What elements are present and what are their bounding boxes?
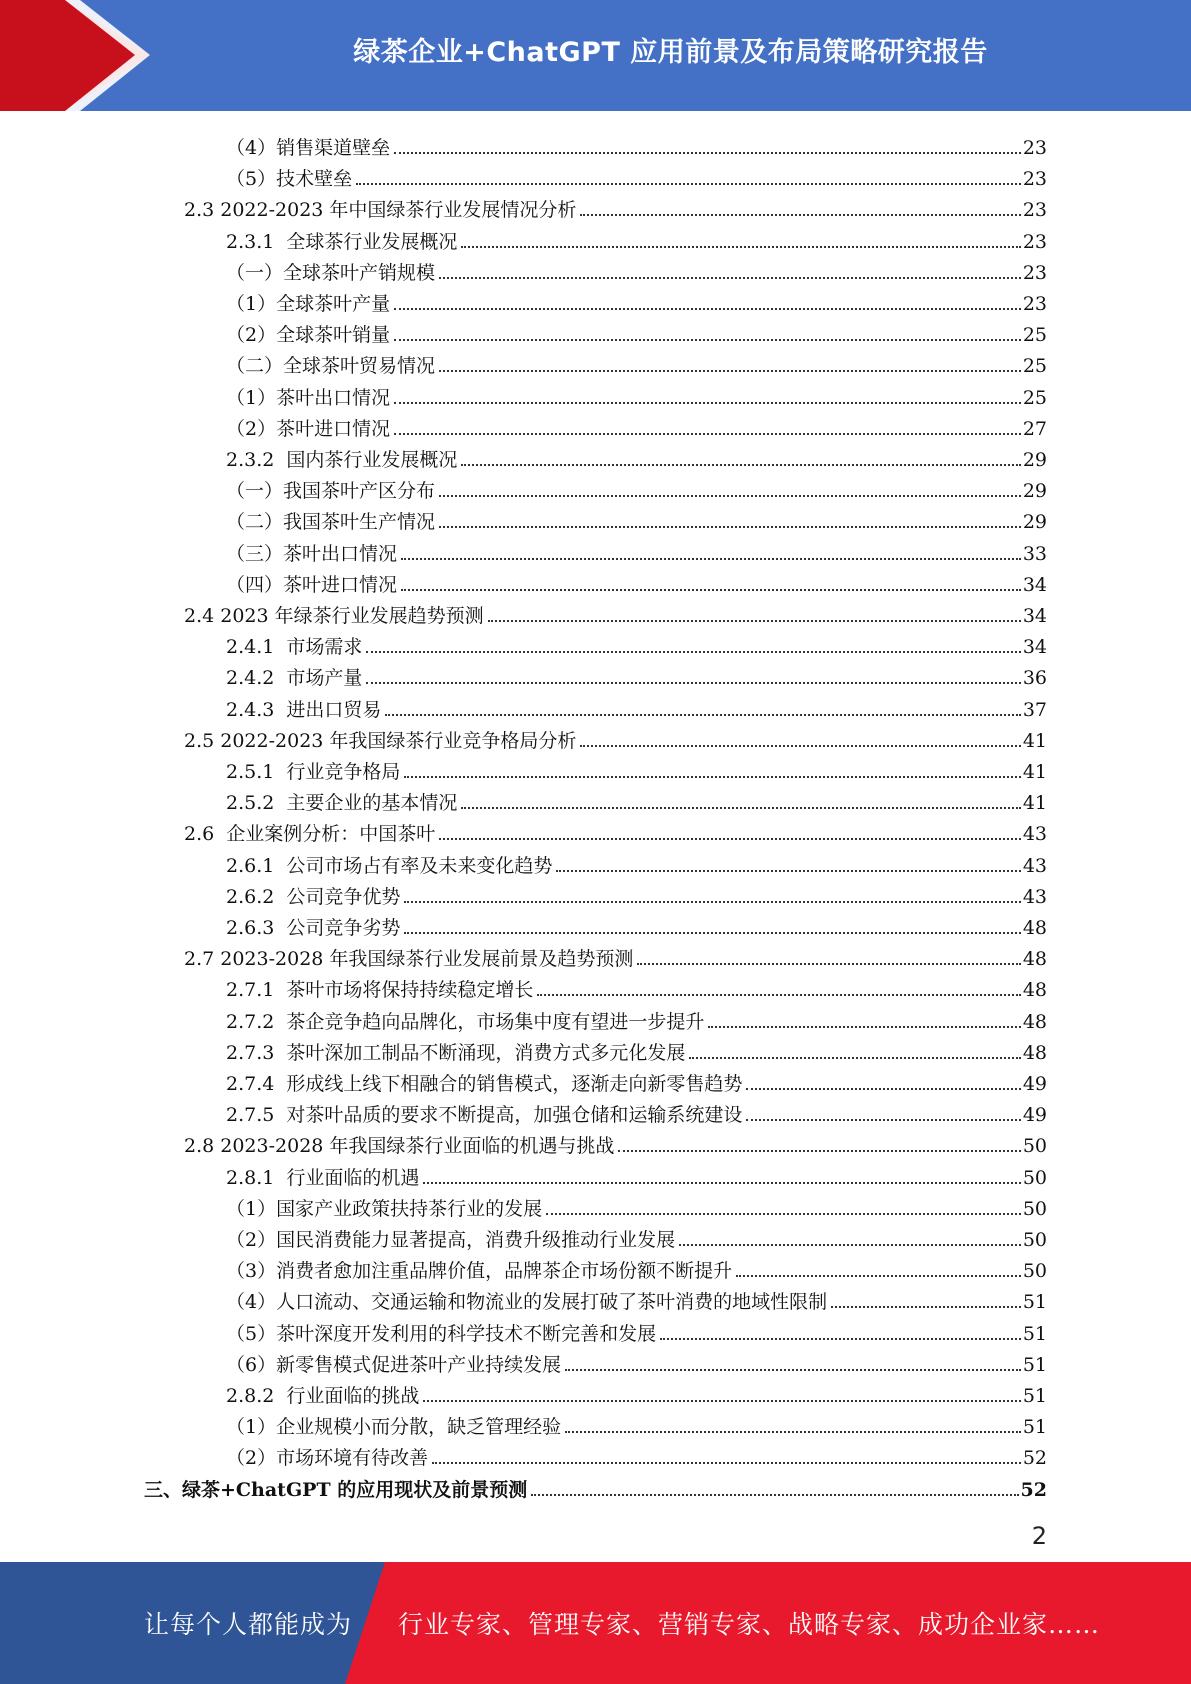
toc-entry[interactable] [226, 1220, 1047, 1251]
toc-entry-title: 2.7.1 茶叶市场将保持持续稳定增长 [226, 979, 534, 1002]
toc-dot-leader [831, 1306, 1021, 1308]
toc-entry-page: 48 [1022, 979, 1047, 1002]
toc-entry-title: （2）全球茶叶销量 [226, 324, 391, 347]
toc-entry-page: 25 [1022, 386, 1047, 409]
toc-dot-leader [618, 1150, 1020, 1152]
toc-entry-page: 51 [1022, 1385, 1047, 1407]
toc-dot-leader [432, 1462, 1021, 1464]
toc-entry-page: 43 [1022, 854, 1047, 877]
toc-dot-leader [394, 433, 1021, 435]
toc-entry-title: 2.3.1 全球茶行业发展概况 [226, 230, 458, 253]
toc-entry[interactable] [226, 627, 1047, 658]
toc-dot-leader [565, 1369, 1021, 1371]
toc-entry-page: 34 [1022, 605, 1047, 627]
toc-entry-title: 2.4 2023 年绿茶行业发展趋势预测 [184, 605, 484, 627]
toc-dot-leader [736, 1275, 1021, 1277]
toc-entry[interactable] [226, 690, 1047, 721]
report-title: 绿茶企业+ChatGPT 应用前景及布局策略研究报告 [353, 36, 988, 68]
toc-dot-leader [689, 1057, 1020, 1059]
toc-entry-title: 三、绿茶+ChatGPT 的应用现状及前景预测 [144, 1478, 528, 1501]
toc-entry-page: 41 [1022, 729, 1047, 752]
toc-dot-leader [366, 651, 1020, 653]
toc-entry[interactable] [226, 378, 1047, 409]
toc-dot-leader [439, 370, 1021, 372]
toc-dot-leader [439, 277, 1021, 279]
toc-dot-leader [394, 308, 1021, 310]
toc-entry[interactable] [226, 1314, 1047, 1345]
toc-entry-title: 2.5.2 主要企业的基本情况 [226, 792, 458, 815]
toc-dot-leader [580, 214, 1020, 216]
toc-entry-page: 23 [1022, 230, 1047, 253]
toc-entry-title: 2.6 企业案例分析：中国茶叶 [184, 823, 436, 846]
toc-dot-leader [708, 1026, 1020, 1028]
footer-slogan-left: 让每个人都能成为 [144, 1610, 353, 1639]
toc-entry-title: 2.6.2 公司竞争优势 [226, 885, 401, 908]
toc-entry-page: 49 [1022, 1104, 1047, 1127]
toc-entry[interactable] [226, 752, 1047, 783]
toc-entry-title: （2）国民消费能力显著提高，消费升级推动行业发展 [226, 1229, 676, 1251]
toc-dot-leader [404, 932, 1020, 934]
toc-entry-page: 52 [1022, 1447, 1047, 1470]
toc-dot-leader [394, 152, 1021, 154]
toc-entry-page: 23 [1022, 168, 1047, 191]
toc-entry-page: 27 [1022, 417, 1047, 440]
toc-entry-page: 43 [1022, 823, 1047, 846]
toc-dot-leader [423, 1182, 1020, 1184]
toc-entry-title: 2.4.1 市场需求 [226, 636, 363, 659]
toc-entry-title: （5）技术壁垒 [226, 168, 353, 191]
toc-dot-leader [401, 589, 1021, 591]
toc-entry[interactable] [226, 783, 1047, 814]
toc-entry[interactable] [226, 1189, 1047, 1220]
toc-entry-page: 33 [1022, 542, 1047, 565]
toc-dot-leader [401, 558, 1021, 560]
toc-entry-title: 2.5.1 行业竞争格局 [226, 761, 401, 783]
toc-entry-title: （二）全球茶叶贸易情况 [226, 355, 436, 378]
toc-entry-title: （4）销售渠道壁垒 [226, 137, 391, 159]
toc-dot-leader [385, 714, 1020, 716]
toc-entry-title: （1）国家产业政策扶持茶行业的发展 [226, 1197, 543, 1220]
toc-dot-leader [439, 495, 1021, 497]
toc-entry[interactable] [226, 1407, 1047, 1438]
toc-entry[interactable] [226, 128, 1047, 159]
toc-entry-title: （四）茶叶进口情况 [226, 573, 398, 596]
toc-entry-page: 51 [1022, 1353, 1047, 1376]
toc-entry-page: 50 [1022, 1135, 1047, 1158]
toc-entry-title: 2.4.2 市场产量 [226, 667, 363, 690]
toc-dot-leader [679, 1244, 1021, 1246]
toc-entry[interactable] [226, 284, 1047, 315]
toc-entry[interactable] [226, 565, 1047, 596]
toc-entry-title: 2.3.2 国内茶行业发展概况 [226, 449, 458, 471]
toc-dot-leader [556, 870, 1020, 872]
toc-entry-page: 41 [1022, 761, 1047, 783]
toc-entry-title: （6）新零售模式促进茶叶产业持续发展 [226, 1353, 562, 1376]
toc-dot-leader [461, 464, 1020, 466]
toc-dot-leader [746, 1088, 1020, 1090]
toc-entry-page: 34 [1022, 573, 1047, 596]
toc-entry-title: 2.7.3 茶叶深加工制品不断涌现，消费方式多元化发展 [226, 1041, 686, 1064]
toc-dot-leader [366, 682, 1020, 684]
toc-entry-title: （4）人口流动、交通运输和物流业的发展打破了茶叶消费的地域性限制 [226, 1291, 828, 1314]
footer-banner [0, 1562, 1191, 1684]
toc-dot-leader [394, 402, 1021, 404]
toc-entry-page: 51 [1022, 1322, 1047, 1345]
toc-entry-page: 49 [1022, 1073, 1047, 1095]
toc-entry-title: （1）茶叶出口情况 [226, 386, 391, 409]
toc-entry[interactable] [144, 1470, 1047, 1501]
toc-entry[interactable] [226, 440, 1047, 471]
toc-entry-page: 29 [1022, 511, 1047, 534]
toc-entry[interactable] [226, 1158, 1047, 1189]
toc-entry[interactable] [226, 409, 1047, 440]
toc-entry-page: 48 [1022, 1010, 1047, 1033]
toc-entry[interactable] [226, 1095, 1047, 1126]
toc-dot-leader [637, 963, 1020, 965]
toc-entry[interactable] [226, 1064, 1047, 1095]
toc-dot-leader [423, 1400, 1020, 1402]
toc-entry-title: 2.4.3 进出口贸易 [226, 698, 382, 721]
toc-entry[interactable] [226, 846, 1047, 877]
toc-dot-leader [660, 1338, 1021, 1340]
toc-entry-page: 41 [1022, 792, 1047, 815]
toc-entry-title: （三）茶叶出口情况 [226, 542, 398, 565]
toc-entry[interactable] [226, 1002, 1047, 1033]
footer-slogan-right: 行业专家、管理专家、营销专家、战略专家、成功企业家…… [398, 1610, 1101, 1639]
toc-entry-title: 2.7.5 对茶叶品质的要求不断提高，加强仓储和运输系统建设 [226, 1104, 743, 1127]
toc-entry[interactable] [226, 877, 1047, 908]
red-chevron-logo [0, 0, 160, 111]
toc-dot-leader [404, 776, 1020, 778]
toc-entry-title: （二）我国茶叶生产情况 [226, 511, 436, 534]
toc-dot-leader [580, 745, 1020, 747]
report-header [0, 0, 1191, 111]
toc-entry-page: 23 [1022, 293, 1047, 315]
toc-entry-page: 29 [1022, 449, 1047, 471]
toc-entry[interactable] [226, 970, 1047, 1001]
toc-entry-title: 2.8.1 行业面临的机遇 [226, 1166, 420, 1189]
toc-entry[interactable] [226, 222, 1047, 253]
toc-entry-title: （1）全球茶叶产量 [226, 293, 391, 315]
toc-dot-leader [404, 901, 1020, 903]
toc-entry-page: 36 [1022, 667, 1047, 690]
toc-entry-title: （5）茶叶深度开发利用的科学技术不断完善和发展 [226, 1322, 657, 1345]
toc-entry[interactable] [226, 534, 1047, 565]
toc-entry[interactable] [184, 939, 1047, 970]
toc-entry-page: 50 [1022, 1229, 1047, 1251]
toc-entry[interactable] [226, 502, 1047, 533]
toc-entry-page: 48 [1022, 948, 1047, 971]
toc-entry-title: （3）消费者愈加注重品牌价值，品牌茶企市场份额不断提升 [226, 1260, 733, 1283]
toc-entry[interactable] [226, 1282, 1047, 1313]
toc-dot-leader [439, 526, 1021, 528]
toc-entry-title: 2.3 2022-2023 年中国绿茶行业发展情况分析 [184, 199, 577, 222]
toc-entry-title: （2）市场环境有待改善 [226, 1447, 429, 1470]
toc-dot-leader [461, 807, 1020, 809]
toc-entry[interactable] [226, 908, 1047, 939]
toc-entry-page: 23 [1022, 261, 1047, 284]
toc-entry-page: 50 [1022, 1197, 1047, 1220]
toc-entry-page: 48 [1022, 917, 1047, 939]
toc-entry-page: 29 [1022, 480, 1047, 503]
toc-entry-title: （2）茶叶进口情况 [226, 417, 391, 440]
toc-entry-page: 37 [1022, 698, 1047, 721]
toc-entry[interactable] [184, 596, 1047, 627]
toc-entry[interactable] [184, 721, 1047, 752]
toc-entry[interactable] [226, 471, 1047, 502]
toc-entry-page: 25 [1022, 355, 1047, 378]
toc-entry-title: 2.8.2 行业面临的挑战 [226, 1385, 420, 1407]
toc-dot-leader [394, 339, 1021, 341]
toc-dot-leader [488, 620, 1021, 622]
toc-dot-leader [531, 1494, 1018, 1496]
page-number: 2 [1031, 1522, 1047, 1550]
toc-entry-title: 2.7.4 形成线上线下相融合的销售模式，逐渐走向新零售趋势 [226, 1073, 743, 1095]
toc-entry-title: 2.7 2023-2028 年我国绿茶行业发展前景及趋势预测 [184, 948, 634, 971]
toc-entry-title: 2.7.2 茶企竞争趋向品牌化，市场集中度有望进一步提升 [226, 1010, 705, 1033]
toc-entry[interactable] [184, 1126, 1047, 1157]
toc-entry-title: 2.5 2022-2023 年我国绿茶行业竞争格局分析 [184, 729, 577, 752]
toc-entry[interactable] [226, 315, 1047, 346]
toc-entry-title: 2.6.1 公司市场占有率及未来变化趋势 [226, 854, 553, 877]
toc-entry-page: 34 [1022, 636, 1047, 659]
toc-entry-title: 2.8 2023-2028 年我国绿茶行业面临的机遇与挑战 [184, 1135, 615, 1158]
toc-entry-page: 50 [1022, 1166, 1047, 1189]
toc-entry[interactable] [226, 253, 1047, 284]
toc-entry[interactable] [226, 658, 1047, 689]
toc-dot-leader [565, 1431, 1021, 1433]
toc-entry[interactable] [184, 190, 1047, 221]
toc-entry[interactable] [184, 814, 1047, 845]
toc-entry[interactable] [226, 1033, 1047, 1064]
toc-dot-leader [356, 183, 1021, 185]
toc-entry[interactable] [226, 1251, 1047, 1282]
toc-entry-page: 51 [1022, 1416, 1047, 1439]
toc-entry-page: 48 [1022, 1041, 1047, 1064]
toc-entry-page: 43 [1022, 885, 1047, 908]
toc-entry-page: 52 [1020, 1478, 1047, 1501]
toc-dot-leader [546, 1213, 1021, 1215]
toc-entry-page: 23 [1022, 137, 1047, 159]
toc-entry-page: 50 [1022, 1260, 1047, 1283]
toc-entry[interactable] [226, 159, 1047, 190]
toc-entry[interactable] [226, 346, 1047, 377]
toc-entry[interactable] [226, 1345, 1047, 1376]
toc-dot-leader [537, 994, 1020, 996]
toc-entry-page: 23 [1022, 199, 1047, 222]
toc-dot-leader [746, 1119, 1020, 1121]
toc-entry-title: （一）我国茶叶产区分布 [226, 480, 436, 503]
toc-entry-title: （1）企业规模小而分散，缺乏管理经验 [226, 1416, 562, 1439]
toc-entry-title: （一）全球茶叶产销规模 [226, 261, 436, 284]
toc-dot-leader [461, 246, 1020, 248]
toc-entry[interactable] [226, 1376, 1047, 1407]
toc-entry-title: 2.6.3 公司竞争劣势 [226, 917, 401, 939]
toc-entry-page: 25 [1022, 324, 1047, 347]
toc-entry[interactable] [226, 1438, 1047, 1469]
toc-dot-leader [439, 838, 1021, 840]
toc-entry-page: 51 [1022, 1291, 1047, 1314]
